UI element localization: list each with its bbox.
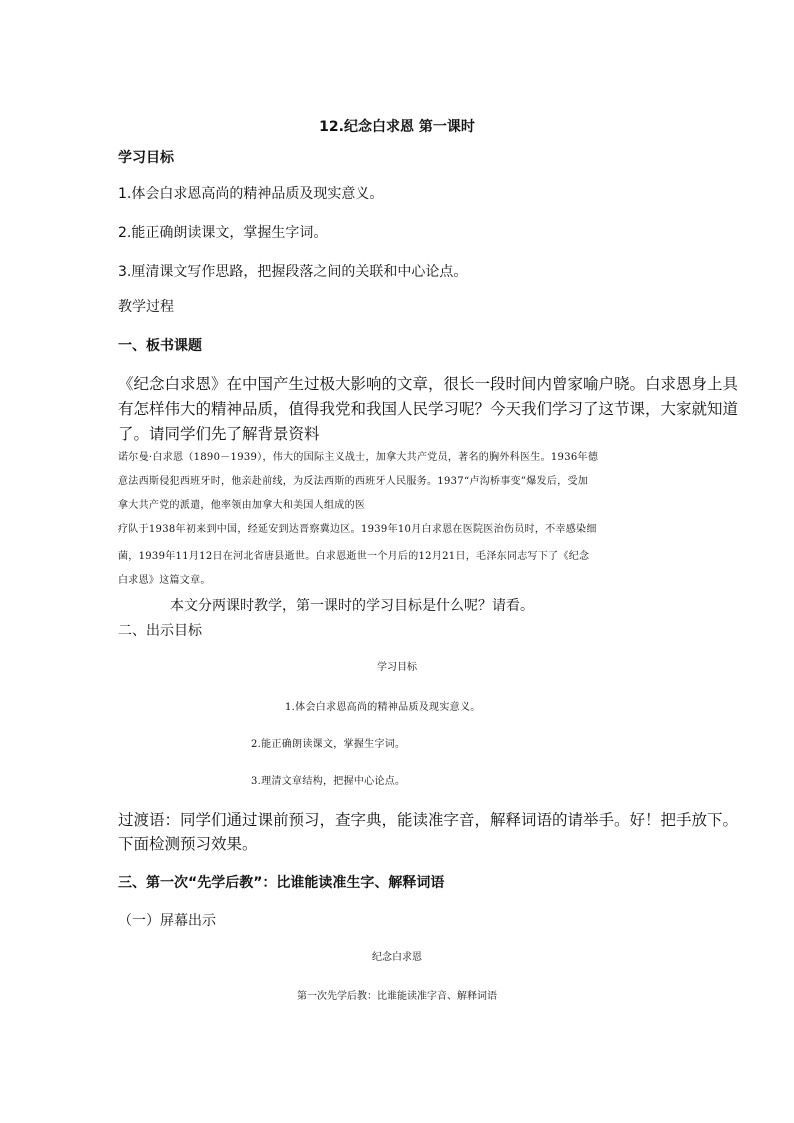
background-line: 诺尔曼·白求恩（1890－1939），伟大的国际主义战士，加拿大共产党员，著名的胸外科医生。1936年德 [118, 452, 599, 463]
objective-item: 2.能正确朗读课文，掌握生字词。 [118, 225, 328, 241]
slide-title: 纪念白求恩 [372, 952, 422, 963]
section-heading: 二、出示目标 [118, 623, 202, 639]
transition-line: 过渡语：同学们通过课前预习，查字典，能读准字音，解释词语的请举手。好！把手放下。 [118, 811, 739, 829]
page-title: 12.纪念白求恩 第一课时 [319, 119, 475, 135]
background-line: 拿大共产党的派遣，他率领由加拿大和美国人组成的医 [118, 500, 366, 511]
process-heading: 教学过程 [118, 299, 174, 315]
objective-item: 1.体会白求恩高尚的精神品质及现实意义。 [118, 186, 384, 202]
objectives-heading: 学习目标 [118, 150, 174, 166]
slide-item: 3.理清文章结构，把握中心论点。 [251, 776, 406, 787]
section-heading: 一、板书课题 [118, 338, 202, 354]
background-line: 疗队于1938年初来到中国，经延安到达晋察冀边区。1939年10月白求恩在医院医治伤员时，不幸感染细 [118, 524, 597, 535]
background-line: 菌，1939年11月12日在河北省唐县逝世。白求恩逝世一个月后的12月21日，毛泽东同志写下了《纪念 [118, 551, 590, 562]
intro-line: 了。请同学们先了解背景资料 [118, 425, 320, 443]
slide-subtitle: 第一次先学后教：比谁能读准字音、解释词语 [297, 991, 497, 1002]
objective-item: 3.厘清课文写作思路，把握段落之间的关联和中心论点。 [118, 264, 468, 280]
closing-line: 本文分两课时教学，第一课时的学习目标是什么呢？请看。 [170, 598, 534, 614]
slide-title: 学习目标 [377, 662, 417, 673]
background-line: 白求恩》这篇文章。 [118, 575, 211, 586]
slide-item: 2.能正确朗读课文，掌握生字词。 [251, 739, 406, 750]
section-heading: 三、第一次“先学后教”：比谁能读准生字、解释词语 [118, 875, 445, 891]
transition-line: 下面检测预习效果。 [118, 835, 258, 853]
intro-line: 《纪念白求恩》在中国产生过极大影响的文章，很长一段时间内曾家喻户晓。白求恩身上具 [118, 375, 739, 393]
background-line: 意法西斯侵犯西班牙时，他亲赴前线，为反法西斯的西班牙人民服务。1937“卢沟桥事变”爆发后，受加 [118, 476, 589, 487]
intro-line: 有怎样伟大的精神品质，值得我党和我国人民学习呢？今天我们学习了这节课，大家就知道 [118, 400, 739, 418]
sub-heading: （一）屏幕出示 [118, 913, 216, 929]
slide-item: 1.体会白求恩高尚的精神品质及现实意义。 [285, 702, 481, 713]
